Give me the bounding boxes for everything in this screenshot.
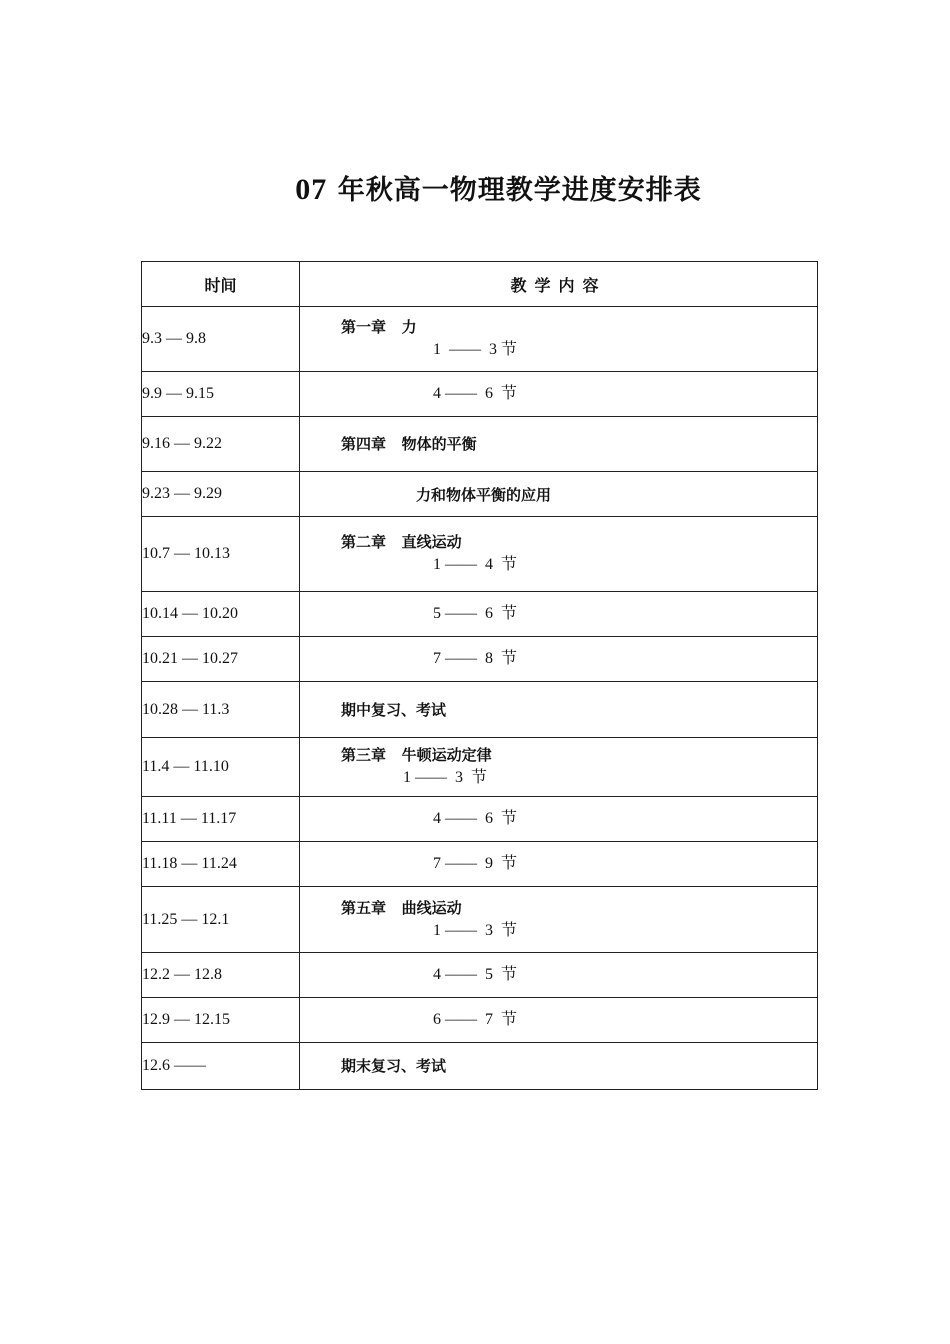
row-section: 4 —— 6 节 [433,385,518,402]
row-chapter: 第四章 物体的平衡 [341,435,477,453]
header-time: 时间 [142,262,300,307]
row-section: 4 —— 6 节 [433,810,518,827]
row-date: 10.28 — 11.3 [142,682,300,738]
page-title [0,168,950,207]
row-section: 6 —— 7 节 [433,1011,518,1028]
table-row [142,797,818,842]
row-section: 1 —— 3 节 [433,341,518,358]
table-row [142,372,818,417]
row-chapter: 第一章 力 [341,318,417,336]
table-row [142,682,818,738]
row-content [300,637,818,682]
row-content [300,417,818,472]
title-year: 07 [295,173,328,206]
row-section: 力和物体平衡的应用 [416,485,552,504]
row-content [300,887,818,953]
row-content [300,517,818,592]
row-date: 10.21 — 10.27 [142,637,300,682]
row-section: 1 —— 4 节 [433,556,518,573]
row-content [300,797,818,842]
row-content [300,738,818,797]
table-row [142,842,818,887]
table-row [142,417,818,472]
row-date: 9.3 — 9.8 [142,307,300,372]
table-row [142,472,818,517]
title-text: 年秋高一物理教学进度安排表 [337,175,702,206]
row-chapter: 第三章 牛顿运动定律 [341,746,492,764]
row-section: 7 —— 8 节 [433,650,518,667]
table-row [142,887,818,953]
table-row [142,738,818,797]
row-date: 12.6 —— [142,1043,300,1090]
row-chapter: 期末复习、考试 [341,1057,447,1075]
row-chapter: 期中复习、考试 [341,700,447,719]
row-content [300,953,818,998]
table-row [142,307,818,372]
row-section: 7 —— 9 节 [433,855,518,872]
row-date: 10.7 — 10.13 [142,517,300,592]
table-row [142,953,818,998]
row-date: 11.25 — 12.1 [142,887,300,953]
table-row [142,592,818,637]
row-content [300,307,818,372]
row-date: 11.18 — 11.24 [142,842,300,887]
row-section: 1 —— 3 节 [433,921,518,939]
header-content: 教学内容 [300,262,818,307]
row-date: 11.11 — 11.17 [142,797,300,842]
row-section: 4 —— 5 节 [433,966,518,983]
row-section: 1 —— 3 节 [403,769,488,786]
row-chapter: 第五章 曲线运动 [341,898,462,917]
schedule-table [141,261,818,1090]
row-content [300,1043,818,1090]
row-date: 12.2 — 12.8 [142,953,300,998]
row-chapter: 第二章 直线运动 [341,533,462,551]
table-header-row [142,262,818,307]
row-content [300,592,818,637]
row-date: 11.4 — 11.10 [142,738,300,797]
row-date: 10.14 — 10.20 [142,592,300,637]
table-row [142,998,818,1043]
row-content [300,472,818,517]
row-content [300,682,818,738]
row-date: 9.23 — 9.29 [142,472,300,517]
row-content [300,372,818,417]
row-content [300,842,818,887]
row-section: 5 —— 6 节 [433,605,518,622]
row-date: 12.9 — 12.15 [142,998,300,1043]
row-date: 9.16 — 9.22 [142,417,300,472]
row-content [300,998,818,1043]
table-row [142,1043,818,1090]
table-row [142,637,818,682]
table-row [142,517,818,592]
row-date: 9.9 — 9.15 [142,372,300,417]
